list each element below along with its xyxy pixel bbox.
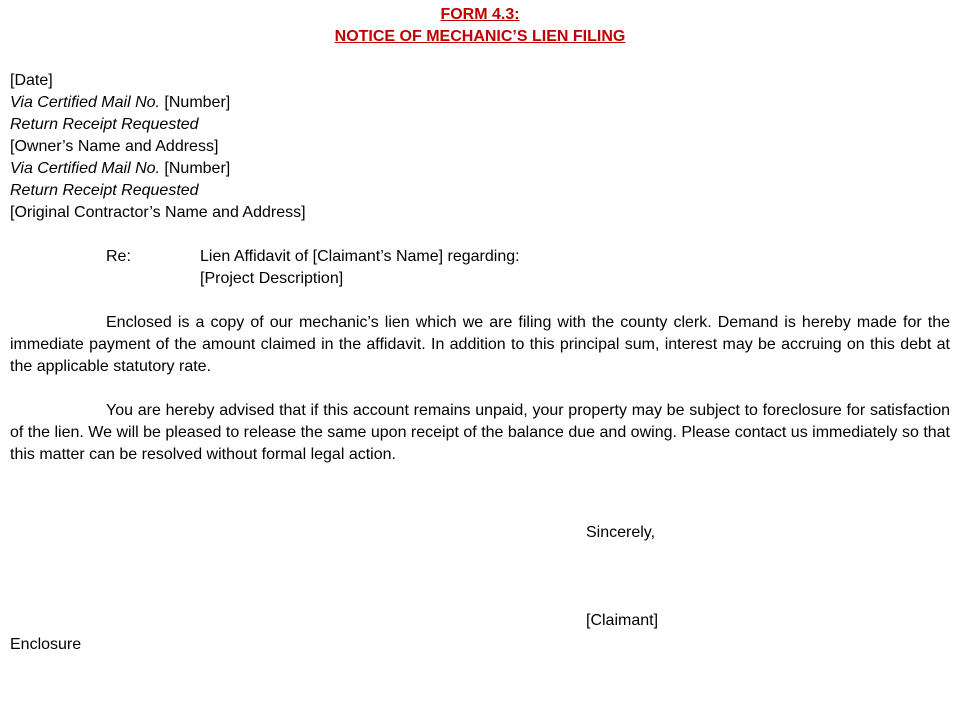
closing-salutation: Sincerely, (586, 524, 656, 541)
contractor-name-line: [Original Contractor’s Name and Address] (10, 204, 306, 221)
reference-label: Re: (106, 248, 131, 265)
spacer (10, 48, 950, 70)
body-paragraph-2: You are hereby advised that if this account remains unpaid, your property may be subject to foreclosure for satisfaction of the lien. We will be pleased to release the same upon receipt of the balance due and owing. Please contact us immediately so that this matter can be resolved without formal legal action. (10, 402, 950, 463)
spacer (10, 224, 950, 246)
contractor-mail-line (10, 158, 950, 180)
date-line: [Date] (10, 72, 53, 89)
owner-mail-line (10, 92, 950, 114)
reference-label-spacer (106, 268, 200, 290)
owner-name-line: [Owner’s Name and Address] (10, 138, 219, 155)
contractor-mail-prefix: Via Certified Mail No. (10, 160, 160, 177)
reference-row (10, 246, 950, 268)
owner-mail-number: [Number] (159, 94, 231, 111)
form-number: FORM 4.3: (440, 6, 520, 23)
signature-line: [Claimant] (586, 612, 659, 629)
letter-page (10, 4, 950, 466)
owner-receipt-line: Return Receipt Requested (10, 116, 199, 133)
reference-row-2 (10, 268, 950, 290)
owner-mail-prefix: Via Certified Mail No. (10, 94, 160, 111)
spacer (10, 290, 950, 312)
enclosure-label: Enclosure (10, 636, 82, 653)
reference-line-1: Lien Affidavit of [Claimant’s Name] regarding: (200, 248, 520, 265)
contractor-receipt-line: Return Receipt Requested (10, 182, 199, 199)
contractor-mail-number: [Number] (159, 160, 231, 177)
form-title: NOTICE OF MECHANIC’S LIEN FILING (334, 28, 626, 45)
body-paragraph-1: Enclosed is a copy of our mechanic’s lien which we are filing with the county clerk. Demand is hereby made for the immediate payment of the amount claimed in the affidavit. In addition to this principal sum, interest may be accruing on this debt at the applicable statutory rate. (10, 314, 950, 375)
spacer (10, 378, 950, 400)
reference-line-2: [Project Description] (200, 270, 344, 287)
